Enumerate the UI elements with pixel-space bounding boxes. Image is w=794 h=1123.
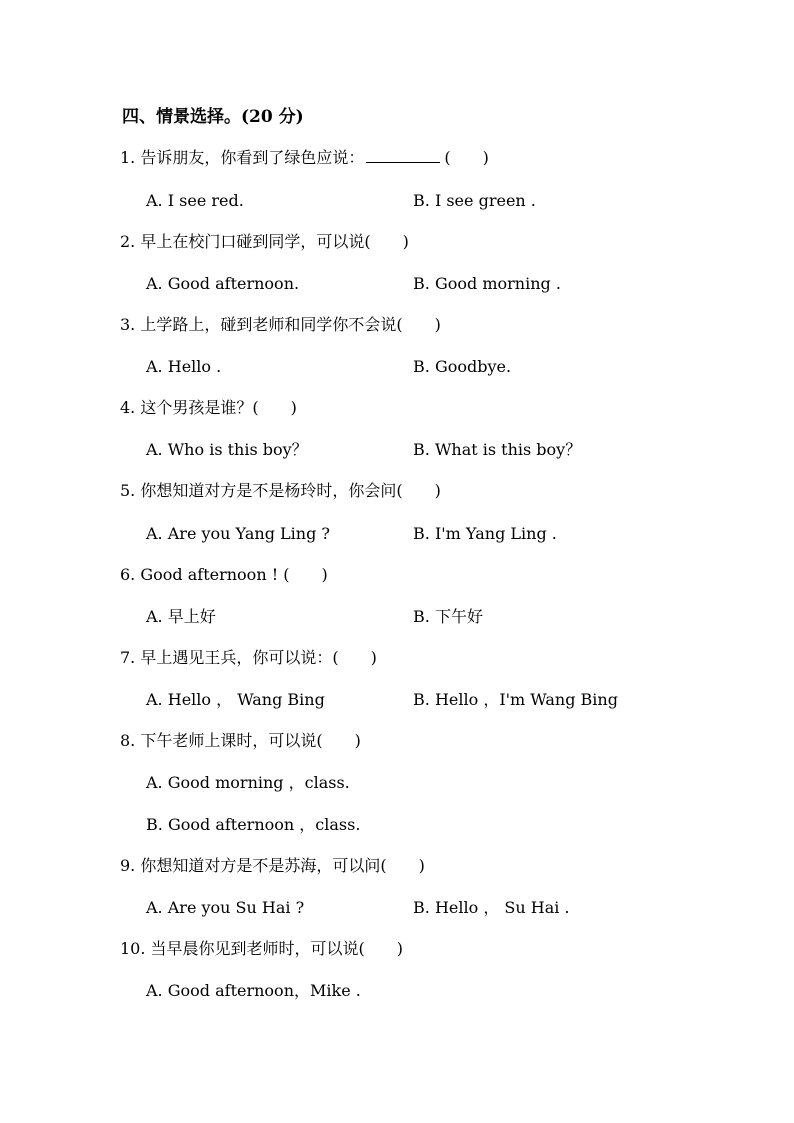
option-b[interactable]	[413, 440, 581, 460]
option-text: Are you Yang Ling ?	[167, 524, 330, 543]
question-stem: 上学路上，碰到老师和同学你不会说( )	[140, 315, 441, 334]
question-stem: 你想知道对方是不是苏海，可以问( )	[140, 856, 425, 875]
section-title: 四、情景选择。(20 分)	[122, 107, 304, 127]
option-text: Good morning ，class.	[167, 773, 350, 792]
question-8	[120, 731, 361, 751]
question-stem: 下午老师上课时，可以说( )	[140, 731, 361, 750]
option-label: A.	[146, 773, 163, 792]
question-number: 5.	[120, 481, 136, 500]
option-label: A.	[146, 981, 163, 1000]
question-number: 9.	[120, 856, 136, 875]
option-b[interactable]	[413, 690, 618, 710]
option-label: B.	[413, 607, 430, 626]
option-label: B.	[413, 524, 430, 543]
question-1	[120, 148, 489, 168]
option-text: Good afternoon.	[167, 274, 300, 293]
question-stem: 早上遇见王兵，你可以说：( )	[140, 648, 377, 667]
option-label: B.	[413, 274, 430, 293]
option-label: A.	[146, 524, 163, 543]
question-number: 10.	[120, 939, 146, 958]
option-b[interactable]	[413, 357, 511, 377]
option-text: Good morning .	[434, 274, 561, 293]
option-label: A.	[146, 607, 163, 626]
option-b[interactable]	[413, 191, 536, 211]
option-label: A.	[146, 191, 163, 210]
question-6	[120, 565, 328, 585]
option-a[interactable]	[146, 524, 330, 544]
question-9	[120, 856, 425, 876]
question-stem: Good afternoon ! ( )	[140, 565, 328, 584]
option-label: B.	[413, 898, 430, 917]
option-label: A.	[146, 274, 163, 293]
option-b[interactable]	[413, 607, 483, 627]
option-b[interactable]	[413, 274, 561, 294]
option-a[interactable]	[146, 440, 308, 460]
question-number: 1.	[120, 148, 136, 167]
option-label: B.	[413, 690, 430, 709]
question-stem: 当早晨你见到老师时，可以说( )	[150, 939, 404, 958]
question-3	[120, 315, 441, 335]
option-label: A.	[146, 357, 163, 376]
question-10	[120, 939, 403, 959]
option-label: A.	[146, 440, 163, 459]
option-text: I see green .	[434, 191, 536, 210]
question-5	[120, 481, 441, 501]
option-text: Good afternoon ，class.	[167, 815, 361, 834]
option-text: What is this boy？	[434, 440, 582, 459]
question-number: 3.	[120, 315, 136, 334]
option-b[interactable]	[413, 524, 557, 544]
question-number: 2.	[120, 232, 136, 251]
option-text: Hello ，I'm Wang Bing	[434, 690, 618, 709]
option-label: B.	[413, 440, 430, 459]
option-text: Good afternoon，Mike .	[167, 981, 361, 1000]
question-stem: 早上在校门口碰到同学，可以说( )	[140, 232, 409, 251]
question-number: 6.	[120, 565, 136, 584]
option-text: Hello .	[167, 357, 222, 376]
question-stem: 你想知道对方是不是杨玲时，你会问( )	[140, 481, 441, 500]
option-label: B.	[413, 191, 430, 210]
option-a[interactable]	[146, 357, 221, 377]
option-text: I'm Yang Ling .	[434, 524, 557, 543]
option-label: A.	[146, 690, 163, 709]
option-text: I see red.	[167, 191, 244, 210]
option-a[interactable]	[146, 274, 299, 294]
option-text: 早上好	[167, 607, 216, 626]
question-2	[120, 232, 409, 252]
option-a[interactable]	[146, 773, 350, 793]
option-label: B.	[413, 357, 430, 376]
question-number: 7.	[120, 648, 136, 667]
option-b[interactable]	[413, 898, 570, 918]
option-a[interactable]	[146, 981, 361, 1001]
option-label: A.	[146, 898, 163, 917]
question-4	[120, 398, 297, 418]
option-a[interactable]	[146, 898, 304, 918]
question-stem: 告诉朋友，你看到了绿色应说：	[140, 148, 365, 167]
answer-blank[interactable]	[366, 148, 440, 163]
option-a[interactable]	[146, 607, 216, 627]
option-text: Hello ， Su Hai .	[434, 898, 570, 917]
option-text: Are you Su Hai ?	[167, 898, 305, 917]
question-stem: 这个男孩是谁？( )	[140, 398, 297, 417]
option-text: Hello ， Wang Bing	[167, 690, 325, 709]
question-number: 4.	[120, 398, 136, 417]
option-text: Who is this boy？	[167, 440, 308, 459]
option-b[interactable]	[146, 815, 360, 835]
option-label: B.	[146, 815, 163, 834]
option-a[interactable]	[146, 690, 325, 710]
option-text: Goodbye.	[434, 357, 512, 376]
question-number: 8.	[120, 731, 136, 750]
option-text: 下午好	[434, 607, 483, 626]
question-stem-after: ( )	[444, 148, 489, 167]
question-7	[120, 648, 377, 668]
option-a[interactable]	[146, 191, 244, 211]
